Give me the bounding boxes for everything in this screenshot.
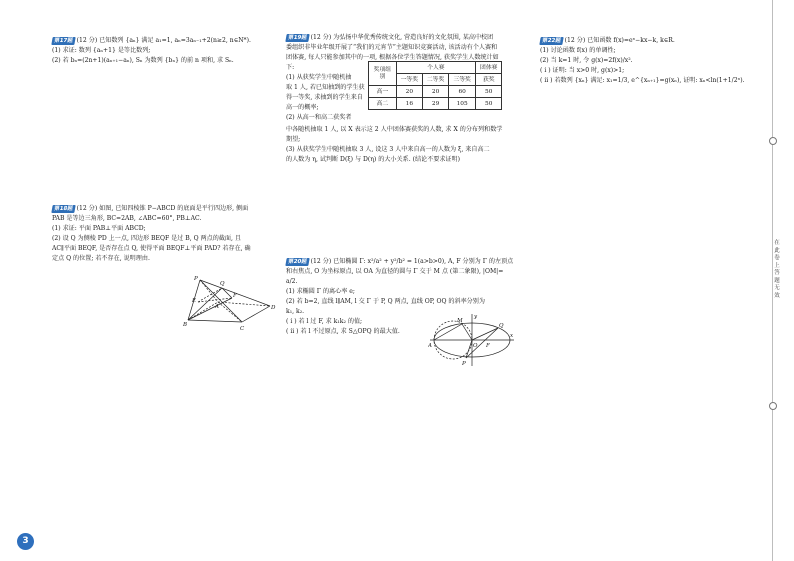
question-line: (1) 从获奖学生中随机抽 [286, 74, 352, 81]
question-line: (2) 从高一和高二获奖者 [286, 114, 352, 121]
question-line: 团体赛, 每人只能参加其中的一项, 根据各位学生答题情况, 获奖学生人数统计如 [286, 54, 499, 61]
no-answer-notice: 在此卷上答题无效 [774, 240, 780, 299]
question-line: ( ii ) 若 l 不过原点, 求 S△OPQ 的最大值. [286, 328, 400, 335]
question-line: (12 分) 为弘扬中华优秀传统文化, 营造良好的文化氛围, 某高中校团 [310, 34, 494, 41]
question-line: 定点 Q 的位置; 若不存在, 说明理由. [52, 255, 150, 262]
question-19 [286, 33, 502, 165]
question-line: ( i ) 证明: 当 x>0 时, g(x)>1; [540, 67, 625, 74]
table-sub-header: 获奖 [476, 74, 502, 86]
question-18 [52, 204, 251, 264]
table-row-label: 高一 [369, 86, 397, 98]
question-line: (1) 讨论函数 f(x) 的单调性; [540, 47, 616, 54]
vertex-label: D [271, 305, 276, 311]
question-line: 期望; [286, 136, 301, 143]
question-line: (12 分) 如图, 已知四棱锥 P−ABCD 的底面是平行四边形, 侧面 [76, 205, 249, 212]
question-line: AC∥平面 BEQF, 是否存在点 Q, 使得平面 BEQF⊥平面 PAD? 若存在, 确 [52, 245, 251, 252]
question-line: a/2. [286, 278, 298, 285]
page-number: 3 [17, 533, 34, 550]
question-line: 委组织非毕业年级开展了“我们的元宵节”主题知识竞赛活动, 该活动有个人赛和 [286, 44, 498, 51]
question-line: (12 分) 已知椭圆 Γ: x²/a² + y²/b² = 1(a>b>0), A, F 分别为 Γ 的左顶点 [310, 258, 514, 265]
vertex-label: C [240, 326, 245, 332]
question-line: (1) 求椭圆 Γ 的离心率 e; [286, 288, 355, 295]
point-label: O [473, 343, 478, 349]
point-label: A [428, 343, 432, 349]
table-corner-header: 奖项组别 [369, 62, 397, 86]
vertex-label: A [215, 304, 219, 310]
point-label: M [457, 318, 463, 324]
question-line: (2) 设 Q 为侧棱 PD 上一点, 四边形 BEQF 是过 B, Q 两点的截面, 且 [52, 235, 241, 242]
question-line: (2) 若 bₙ=(2n+1)(aₙ₊₁−aₙ), Sₙ 为数列 {bₙ} 的前 n 项和, 求 Sₙ. [52, 57, 234, 64]
question-line: 得一等奖, 求抽到的学生来自 [286, 94, 363, 101]
question-badge: 第22题 [539, 37, 563, 45]
point-label: P [462, 361, 466, 367]
question-line: (12 分) 已知数列 {aₙ} 满足 a₁=1, aₙ=3aₙ₋₁+2(n≥2, n∈N*). [76, 37, 251, 44]
question-badge: 第20题 [285, 258, 309, 266]
question-line: (2) 当 k=1 时, 令 g(x)=2f(x)/x². [540, 57, 633, 64]
question-badge: 第19题 [285, 34, 309, 42]
question-line: 的人数为 η, 试判断 D(ξ) 与 D(η) 的大小关系. (结论不要求证明) [286, 156, 461, 163]
table-cell: 16 [396, 98, 422, 110]
table-cell: 20 [422, 86, 448, 98]
vertex-label: F [233, 293, 237, 299]
table-cell: 60 [449, 86, 476, 98]
question-line: ( ii ) 若数列 {xₙ} 满足: x₁=1/3, e^{xₙ₊₁}=g(xₙ), 证明: xₙ<ln(1+1/2ⁿ). [540, 77, 745, 84]
table-group-header: 团体赛 [476, 62, 502, 74]
question-line: (1) 求证: 数列 {aₙ+1} 是等比数列; [52, 47, 151, 54]
question-badge: 第18题 [51, 205, 75, 213]
table-row [369, 98, 502, 110]
vertex-label: E [192, 298, 197, 304]
table-sub-header: 三等奖 [449, 74, 476, 86]
axis-label: x [510, 333, 514, 339]
point-label: F [486, 343, 490, 349]
question-17 [52, 36, 251, 66]
question-22 [540, 36, 745, 86]
question-line: PAB 是等边三角形, BC=2AB, ∠ABC=60°, PB⊥AC. [52, 215, 202, 222]
table-row-label: 高二 [369, 98, 397, 110]
vertex-label: B [183, 322, 188, 328]
vertex-label: P [194, 276, 198, 282]
table-cell: 50 [476, 86, 502, 98]
question-line: 中各随机抽取 1 人, 以 X 表示这 2 人中团体赛获奖的人数, 求 X 的分布列和数学 [286, 126, 503, 133]
table-cell: 50 [476, 98, 502, 110]
award-stats-table [368, 61, 502, 110]
table-cell: 29 [422, 98, 448, 110]
question-line: (3) 从获奖学生中随机抽取 3 人, 设这 3 人中来自高一的人数为 ξ, 来自高二 [286, 146, 490, 153]
question-line: (12 分) 已知函数 f(x)=eˣ−kx−k, k∈R. [564, 37, 675, 44]
table-cell: 20 [396, 86, 422, 98]
table-sub-header: 二等奖 [422, 74, 448, 86]
question-line: ( i ) 若 l 过 F, 求 k₁k₂ 的值; [286, 318, 363, 325]
binding-hole [769, 402, 777, 410]
question-line: (1) 求证: 平面 PAB⊥平面 ABCD; [52, 225, 146, 232]
table-group-header: 个人赛 [396, 62, 475, 74]
question-line: (2) 若 b=2, 直线 l∥AM, l 交 Γ 于 P, Q 两点, 直线 OP, OQ 的斜率分别为 [286, 298, 485, 305]
vertex-label: Q [220, 281, 225, 287]
table-cell: 105 [449, 98, 476, 110]
question-line: 取 1 人, 若已知抽到的学生获 [286, 84, 365, 91]
question-line: 下: [286, 64, 295, 71]
table-sub-header: 一等奖 [396, 74, 422, 86]
ellipse-figure [428, 312, 516, 368]
question-line: 高一的概率; [286, 104, 319, 111]
question-line: 和右焦点, O 为坐标原点, 以 OA 为直径的圆与 Γ 交于 M 点 (第二象限), |OM|= [286, 268, 504, 275]
question-badge: 第17题 [51, 37, 75, 45]
axis-label: y [474, 314, 478, 320]
question-line: k₁, k₂. [286, 308, 305, 315]
pyramid-figure [180, 272, 280, 334]
binding-hole [769, 137, 777, 145]
point-label: Q [499, 323, 504, 329]
table-row [369, 86, 502, 98]
